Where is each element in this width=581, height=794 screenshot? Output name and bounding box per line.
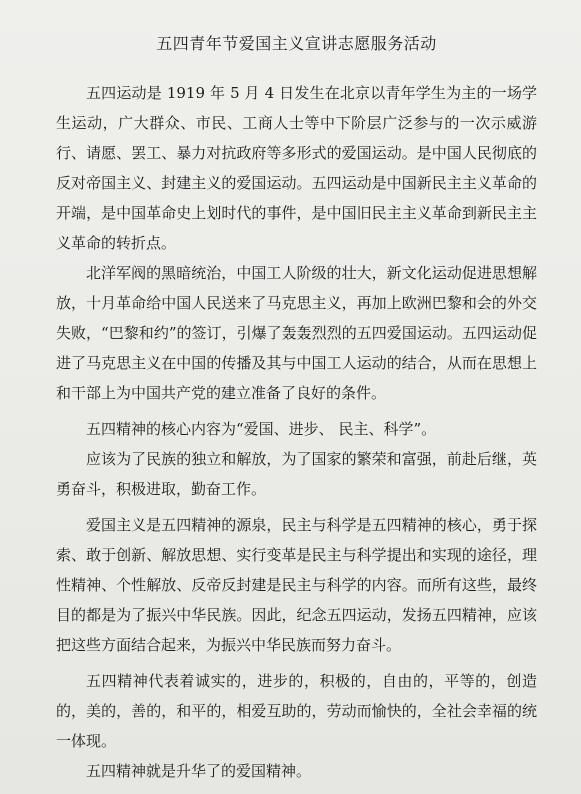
paragraph-4: 应该为了民族的独立和解放，为了国家的繁荣和富强，前赴后继，英勇奋斗，积极进取，勤奋工作。 (56, 450, 537, 498)
page-title: 五四青年节爱国主义宣讲志愿服务活动 (156, 34, 437, 53)
paragraph-1: 五四运动是 1919 年 5 月 4 日发生在北京以青年学生为主的一场学生运动，广大群众、市民、工商人士等中下阶层广泛参与的一次示威游行、请愿、罢工、暴力对抗政府等多形式的爱国运动。是中国人民彻底的反对帝国主义、封建主义的爱国运动。五四运动是中国新民主主义革命的开端，是中国革命史上划时代的事件，是中国旧民主主义革命到新民主主义革命的转折点。 (56, 84, 537, 252)
paragraph-5: 爱国主义是五四精神的源泉，民主与科学是五四精神的核心，勇于探索、敢于创新、解放思想、实行变革是民主与科学提出和实现的途径，理性精神、个性解放、反帝反封建是民主与科学的内容。而所有这些，最终目的都是为了振兴中华民族。因此，纪念五四运动，发扬五四精神，应该把这些方面结合起来，为振兴中华民族而努力奋斗。 (56, 516, 537, 654)
paragraph-7: 五四精神就是升华了的爱国精神。 (86, 762, 312, 780)
paragraph-3: 五四精神的核心内容为“爱国、进步、 民主、科学”。 (86, 420, 437, 438)
paragraph-2: 北洋军阀的黑暗统治，中国工人阶级的壮大，新文化运动促进思想解放，十月革命给中国人民送来了马克思主义，再加上欧洲巴黎和会的外交失败，“巴黎和约”的签订，引爆了轰轰烈烈的五四爱国运动。五四运动促进了马克思主义在中国的传播及其与中国工人运动的结合，从而在思想上和干部上为中国共产党的建立准备了良好的条件。 (56, 264, 537, 402)
paragraph-6: 五四精神代表着诚实的，进步的，积极的，自由的，平等的，创造的，美的，善的，和平的，相爱互助的，劳动而愉快的，全社会幸福的统一体现。 (56, 672, 537, 750)
